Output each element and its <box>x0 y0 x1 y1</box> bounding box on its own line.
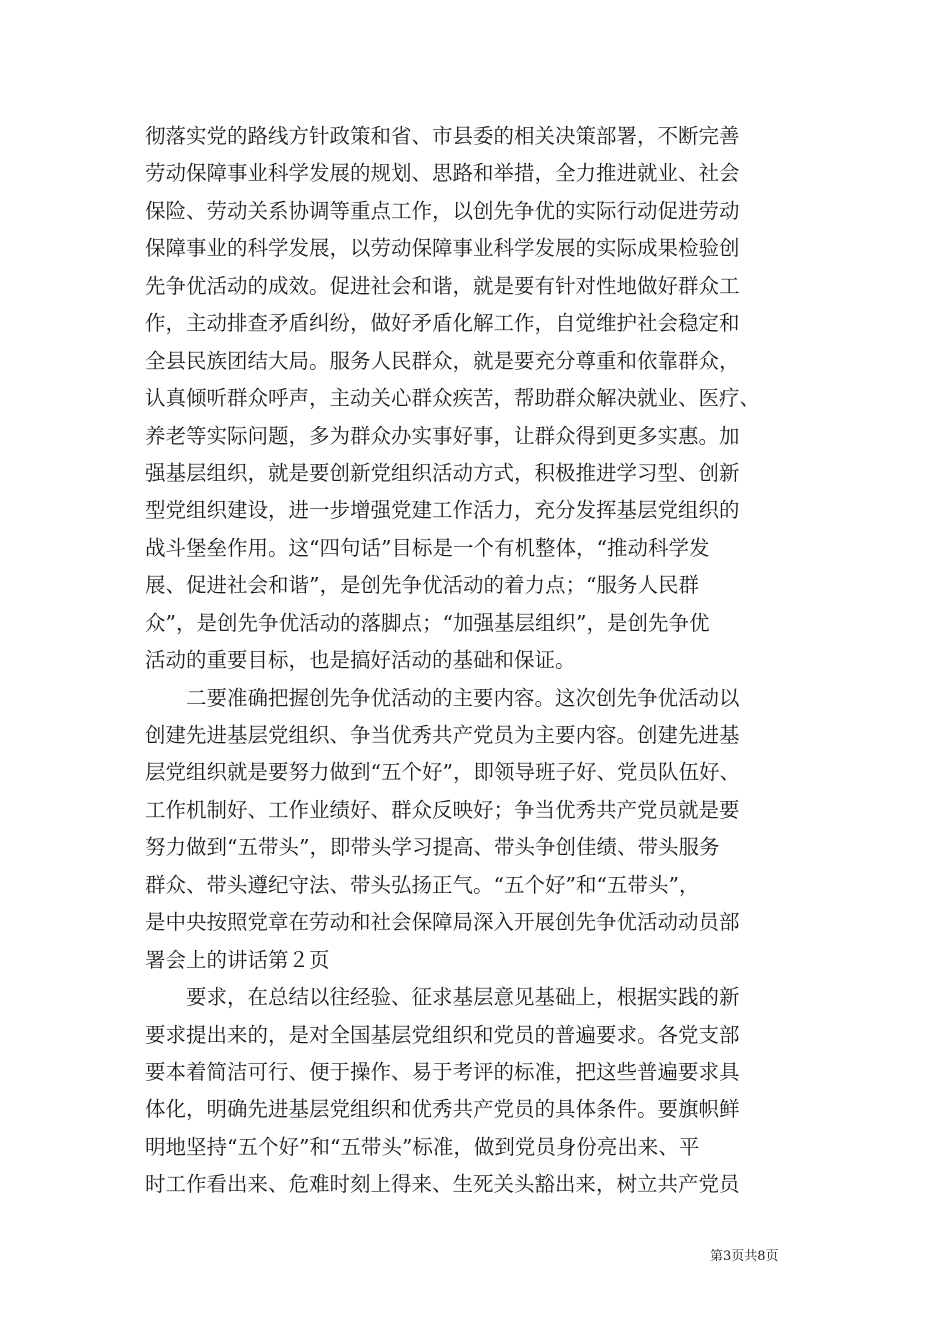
text-line: 型党组织建设，进一步增强党建工作活力，充分发挥基层党组织的 <box>145 498 740 523</box>
text-line: 先争优活动的成效。促进社会和谐，就是要有针对性地做好群众工 <box>145 273 740 298</box>
text-line: 工作机制好、工作业绩好、群众反映好；争当优秀共产党员就是要 <box>145 797 740 822</box>
text-line: 全县民族团结大局。服务人民群众，就是要充分尊重和依靠群众， <box>145 348 740 373</box>
text-line: 体化，明确先进基层党组织和优秀共产党员的具体条件。要旗帜鲜 <box>145 1097 740 1122</box>
text-line: 劳动保障事业科学发展的规划、思路和举措，全力推进就业、社会 <box>145 161 740 186</box>
text-line: 养老等实际问题，多为群众办实事好事，让群众得到更多实惠。加 <box>145 423 740 448</box>
text-line: 时工作看出来、危难时刻上得来、生死关头豁出来，树立共产党员 <box>145 1172 740 1197</box>
paragraph-first-line: 二要准确把握创先争优活动的主要内容。这次创先争优活动以 <box>186 685 740 710</box>
text-line: 保障事业的科学发展，以劳动保障事业科学发展的实际成果检验创 <box>145 236 740 261</box>
text-line: 强基层组织，就是要创新党组织活动方式，积极推进学习型、创新 <box>145 460 740 485</box>
document-body <box>145 118 815 1204</box>
text-line: 创建先进基层党组织、争当优秀共产党员为主要内容。创建先进基 <box>145 723 740 747</box>
text-line: 彻落实党的路线方针政策和省、市县委的相关决策部署，不断完善 <box>145 124 740 148</box>
text-line: 层党组织就是要努力做到“五个好”，即领导班子好、党员队伍好、 <box>145 760 740 785</box>
text-line: 群众、带头遵纪守法、带头弘扬正气。“五个好”和“五带头”， <box>145 872 700 897</box>
text-line: 战斗堡垒作用。这“四句话”目标是一个有机整体，“推动科学发 <box>145 535 710 560</box>
paragraph-first-line: 要求，在总结以往经验、征求基层意见基础上，根据实践的新 <box>186 985 740 1010</box>
text-line: 展、促进社会和谐”，是创先争优活动的着力点；“服务人民群 <box>145 573 699 598</box>
text-line: 众”，是创先争优活动的落脚点；“加强基层组织”，是创先争优 <box>145 610 710 635</box>
text-line: 要求提出来的，是对全国基层党组织和党员的普遍要求。各党支部 <box>145 1022 740 1047</box>
text-line: 保险、劳动关系协调等重点工作，以创先争优的实际行动促进劳动 <box>145 198 740 223</box>
text-line: 要本着简洁可行、便于操作、易于考评的标准，把这些普遍要求具 <box>145 1059 740 1084</box>
page-number: 第3页共8页 <box>710 1249 779 1264</box>
text-line: 认真倾听群众呼声，主动关心群众疾苦，帮助群众解决就业、医疗、 <box>145 386 760 411</box>
text-line: 署会上的讲话第２页 <box>145 947 330 972</box>
text-line: 是中央按照党章在劳动和社会保障局深入开展创先争优活动动员部 <box>145 910 740 935</box>
text-line: 活动的重要目标，也是搞好活动的基础和保证。 <box>145 648 576 673</box>
text-line: 作，主动排查矛盾纠纷，做好矛盾化解工作，自觉维护社会稳定和 <box>145 311 740 336</box>
text-line: 明地坚持“五个好”和“五带头”标准，做到党员身份亮出来、平 <box>145 1134 700 1159</box>
text-line: 努力做到“五带头”，即带头学习提高、带头争创佳绩、带头服务 <box>145 835 720 860</box>
